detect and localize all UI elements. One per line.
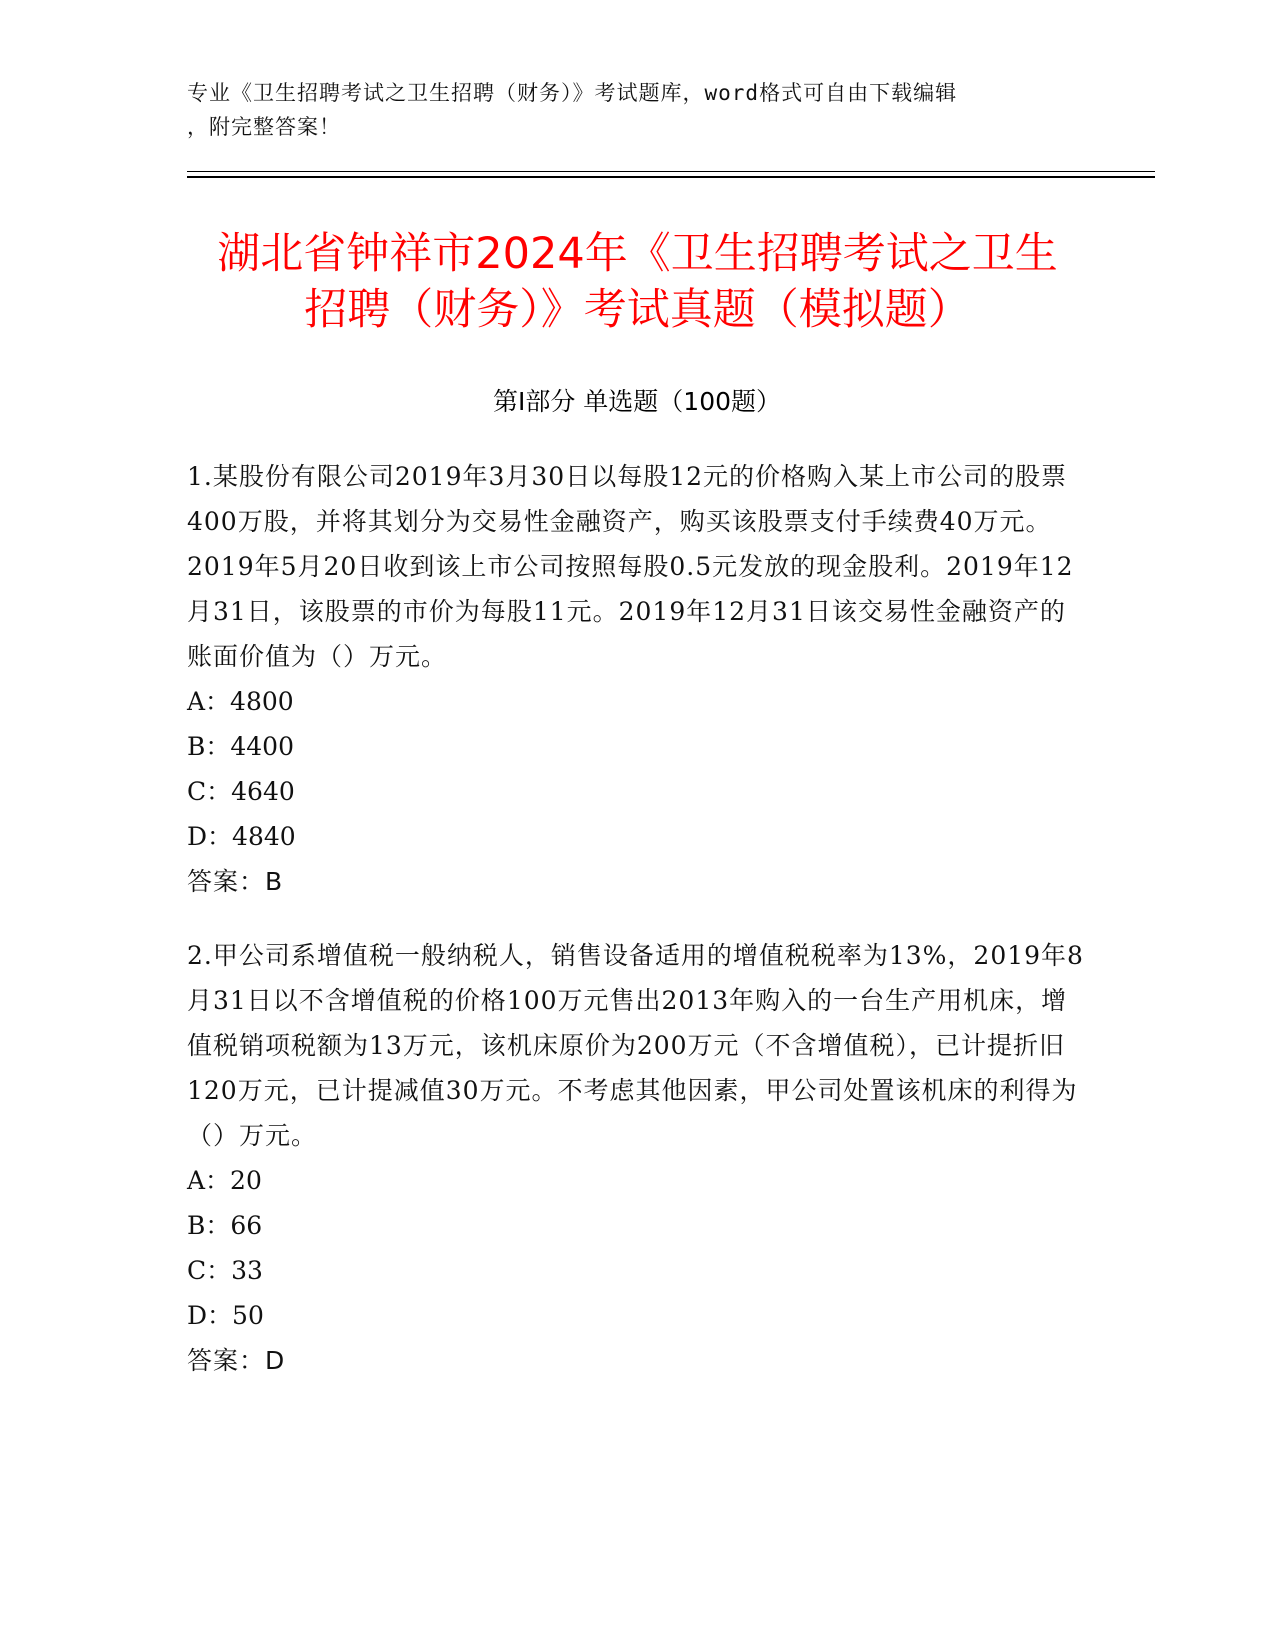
option-b: B：4400 (187, 732, 294, 761)
question-1 (187, 454, 1087, 904)
answer: 答案：B (187, 867, 284, 896)
option-a: A：20 (187, 1166, 262, 1195)
answer: 答案：D (187, 1346, 286, 1375)
option-d: D：4840 (187, 822, 296, 851)
question-stem: 1.某股份有限公司2019年3月30日以每股12元的价格购入某上市公司的股票400万股，并将其划分为交易性金融资产，购买该股票支付手续费40万元。2019年5月20日收到该上市公司按照每股0.5元发放的现金股利。2019年12月31日，该股票的市价为每股11元。2019年12月31日该交易性金融资产的账面价值为（）万元。 (187, 462, 1074, 671)
document-title-line-2: 招聘（财务）》考试真题（模拟题） (304, 285, 971, 335)
header-divider-thin (187, 171, 1155, 172)
header-note-line-1: 专业《卫生招聘考试之卫生招聘（财务）》考试题库，word格式可自由下载编辑 (187, 81, 958, 105)
header-divider-thick (187, 176, 1155, 178)
option-b: B：66 (187, 1211, 263, 1240)
section-heading: 第Ⅰ部分 单选题（100题） (492, 387, 782, 416)
question-2 (187, 933, 1087, 1383)
option-c: C：4640 (187, 777, 295, 806)
document-title (150, 226, 1125, 338)
document-title-line-1: 湖北省钟祥市2024年《卫生招聘考试之卫生 (217, 229, 1058, 279)
option-c: C：33 (187, 1256, 263, 1285)
option-a: A：4800 (187, 687, 294, 716)
option-d: D：50 (187, 1301, 264, 1330)
header-note-line-2: ，附完整答案！ (187, 115, 341, 139)
header-note (187, 76, 1087, 144)
question-stem: 2.甲公司系增值税一般纳税人，销售设备适用的增值税税率为13%，2019年8月31日以不含增值税的价格100万元售出2013年购入的一台生产用机床，增值税销项税额为13万元，该机床原价为200万元（不含增值税），已计提折旧120万元，已计提减值30万元。不考虑其他因素，甲公司处置该机床的利得为（）万元。 (187, 941, 1084, 1150)
